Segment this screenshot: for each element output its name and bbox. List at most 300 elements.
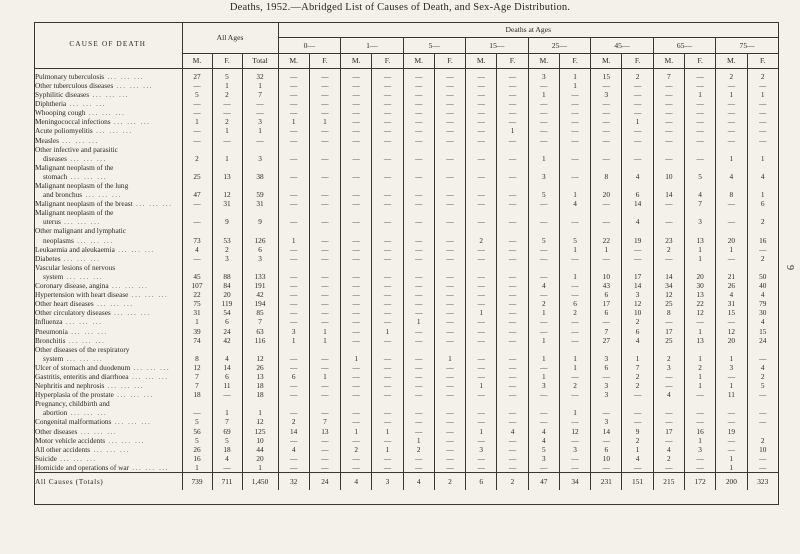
table-cell: — [212, 463, 242, 473]
table-cell: — [653, 81, 684, 90]
table-cell [559, 163, 590, 172]
table-cell: 8 [182, 354, 212, 363]
table-cell: — [403, 272, 434, 281]
table-cell: 14 [212, 363, 242, 372]
table-cell: — [466, 290, 497, 299]
table-cell: — [278, 363, 309, 372]
table-cell: 40 [747, 281, 778, 290]
table-cell: — [182, 199, 212, 208]
table-cell: — [341, 408, 372, 417]
table-cell [497, 163, 528, 172]
table-cell [278, 181, 309, 190]
table-cell: — [403, 81, 434, 90]
table-cell: 20 [591, 190, 622, 199]
table-cell [716, 181, 747, 190]
table-cell: 7 [309, 418, 340, 427]
table-cell [434, 399, 465, 408]
table-row [34, 272, 779, 281]
table-cell [341, 263, 372, 272]
table-row [34, 308, 779, 317]
table-cell: — [278, 381, 309, 390]
table-cell: — [278, 254, 309, 263]
table-cell: 23 [653, 236, 684, 245]
table-cell: 45 [182, 272, 212, 281]
table-row [34, 408, 779, 417]
table-cell: 18 [242, 390, 278, 399]
table-cell: — [309, 308, 340, 317]
totals-cell: 34 [559, 473, 590, 491]
row-label: Congenital malformations ... ... ... [34, 418, 182, 427]
table-cell: — [622, 127, 653, 136]
table-cell: — [309, 199, 340, 208]
table-cell: 4 [497, 427, 528, 436]
table-cell [182, 181, 212, 190]
table-cell: 85 [242, 308, 278, 317]
table-cell: — [466, 154, 497, 163]
all-ages-f-header: F. [212, 54, 242, 69]
table-cell: 69 [212, 427, 242, 436]
table-cell: — [212, 390, 242, 399]
table-cell: — [341, 218, 372, 227]
table-cell: — [372, 127, 403, 136]
table-cell: 2 [747, 254, 778, 263]
table-cell: 1 [466, 427, 497, 436]
table-cell: — [278, 272, 309, 281]
table-row [34, 254, 779, 263]
table-cell: 22 [182, 290, 212, 299]
all-ages-m-header: M. [182, 54, 212, 69]
table-cell [466, 181, 497, 190]
table-cell: — [309, 354, 340, 363]
table-cell: 50 [747, 272, 778, 281]
table-cell: — [559, 99, 590, 108]
table-row [34, 69, 779, 82]
table-cell: 31 [242, 199, 278, 208]
row-label: system ... ... ... [34, 272, 182, 281]
table-cell: — [182, 127, 212, 136]
table-cell: — [497, 463, 528, 473]
table-cell [716, 399, 747, 408]
table-cell: — [341, 81, 372, 90]
table-cell: 1 [684, 381, 715, 390]
table-cell: — [653, 199, 684, 208]
table-cell: 7 [684, 199, 715, 208]
table-cell: — [403, 254, 434, 263]
table-cell: 1 [242, 408, 278, 417]
table-cell: — [372, 372, 403, 381]
table-cell [372, 399, 403, 408]
table-cell [242, 163, 278, 172]
table-cell: 7 [242, 318, 278, 327]
table-cell: — [403, 172, 434, 181]
leader-dots: ... ... ... [66, 153, 107, 163]
row-label: Suicide ... ... ... [34, 454, 182, 463]
table-cell: — [466, 318, 497, 327]
table-cell: 13 [242, 372, 278, 381]
table-cell: 30 [684, 281, 715, 290]
table-cell: — [309, 445, 340, 454]
table-cell: 2 [466, 236, 497, 245]
deaths-table [34, 22, 779, 490]
table-cell [716, 163, 747, 172]
totals-cell: 24 [309, 473, 340, 491]
table-cell: — [309, 190, 340, 199]
table-cell: — [747, 81, 778, 90]
table-cell: — [559, 436, 590, 445]
table-cell: 3 [212, 254, 242, 263]
table-cell: — [528, 117, 559, 126]
table-cell: 3 [591, 381, 622, 390]
table-row [34, 363, 779, 372]
table-cell: — [341, 199, 372, 208]
row-label: Other infective and parasitic [34, 145, 182, 154]
table-cell: 25 [653, 299, 684, 308]
table-cell: — [341, 336, 372, 345]
table-cell: 3 [528, 454, 559, 463]
table-cell: 63 [242, 327, 278, 336]
table-cell: 31 [212, 199, 242, 208]
table-cell [341, 145, 372, 154]
table-cell: — [747, 108, 778, 117]
table-cell [182, 208, 212, 217]
table-cell: — [434, 90, 465, 99]
table-cell: — [278, 454, 309, 463]
table-cell [212, 163, 242, 172]
table-cell [434, 208, 465, 217]
table-cell: 13 [212, 172, 242, 181]
table-cell: — [434, 390, 465, 399]
table-row [34, 117, 779, 126]
table-cell: — [278, 108, 309, 117]
table-cell [622, 399, 653, 408]
table-cell [372, 345, 403, 354]
table-cell: — [591, 127, 622, 136]
table-cell: — [403, 99, 434, 108]
table-cell: — [403, 418, 434, 427]
table-cell: — [716, 418, 747, 427]
table-cell: — [591, 463, 622, 473]
table-cell [341, 399, 372, 408]
table-cell [309, 181, 340, 190]
table-cell [684, 163, 715, 172]
table-cell [278, 145, 309, 154]
table-cell: 20 [716, 336, 747, 345]
table-cell: — [591, 218, 622, 227]
table-cell: — [497, 318, 528, 327]
table-cell: — [403, 327, 434, 336]
table-cell: — [434, 172, 465, 181]
table-cell: — [341, 436, 372, 445]
table-cell: 26 [716, 281, 747, 290]
table-cell: 42 [212, 336, 242, 345]
table-cell: 4 [182, 245, 212, 254]
table-cell: — [309, 218, 340, 227]
table-cell: — [403, 408, 434, 417]
age-m-header: M. [653, 54, 684, 69]
table-cell [716, 227, 747, 236]
totals-cell: 47 [528, 473, 559, 491]
table-cell: 6 [747, 199, 778, 208]
table-cell [747, 181, 778, 190]
table-cell: — [559, 463, 590, 473]
table-cell: 19 [622, 236, 653, 245]
table-cell: — [278, 127, 309, 136]
table-cell [403, 181, 434, 190]
table-cell [403, 345, 434, 354]
table-cell: — [341, 254, 372, 263]
table-cell: — [212, 136, 242, 145]
table-cell: 1 [684, 245, 715, 254]
table-cell: 31 [182, 308, 212, 317]
table-cell: — [403, 90, 434, 99]
row-label: Pregnancy, childbirth and [34, 399, 182, 408]
table-cell: — [434, 272, 465, 281]
table-cell: 4 [528, 281, 559, 290]
table-cell [684, 263, 715, 272]
table-cell [466, 163, 497, 172]
table-cell: — [309, 90, 340, 99]
all-ages-total-header: Total [242, 54, 278, 69]
table-cell: — [278, 308, 309, 317]
table-cell: — [341, 117, 372, 126]
table-cell: — [528, 127, 559, 136]
table-cell: 1 [242, 127, 278, 136]
totals-cell: 6 [466, 473, 497, 491]
table-cell: 12 [684, 308, 715, 317]
table-cell: — [497, 454, 528, 463]
table-cell [182, 399, 212, 408]
table-cell: — [278, 81, 309, 90]
table-cell: 2 [747, 372, 778, 381]
table-cell: — [653, 372, 684, 381]
table-cell [242, 227, 278, 236]
table-cell: — [466, 372, 497, 381]
table-cell: 4 [622, 454, 653, 463]
table-cell: 1 [242, 463, 278, 473]
table-cell: 1 [466, 308, 497, 317]
table-cell: — [372, 136, 403, 145]
table-cell: — [341, 381, 372, 390]
table-cell: — [341, 318, 372, 327]
age-m-header: M. [403, 54, 434, 69]
table-cell: 32 [242, 69, 278, 82]
row-label: Vascular lesions of nervous [34, 263, 182, 272]
table-row [34, 436, 779, 445]
table-cell: 6 [591, 363, 622, 372]
table-cell: 6 [622, 327, 653, 336]
table-cell: — [242, 136, 278, 145]
table-cell: — [622, 408, 653, 417]
table-cell: — [528, 463, 559, 473]
table-cell: — [403, 154, 434, 163]
table-cell: 1 [372, 427, 403, 436]
table-cell: 5 [559, 236, 590, 245]
table-cell: 1 [528, 90, 559, 99]
table-cell: — [434, 199, 465, 208]
table-cell: — [372, 281, 403, 290]
table-cell [278, 208, 309, 217]
table-row [34, 172, 779, 181]
leader-dots: ... ... ... [67, 326, 108, 336]
table-cell: — [466, 436, 497, 445]
table-cell: — [309, 108, 340, 117]
table-cell: 7 [212, 418, 242, 427]
table-cell [622, 145, 653, 154]
table-row [34, 190, 779, 199]
table-cell [622, 345, 653, 354]
table-cell [278, 345, 309, 354]
table-cell: 6 [591, 308, 622, 317]
table-cell: — [591, 136, 622, 145]
leader-dots: ... ... ... [89, 90, 130, 100]
table-cell: 13 [309, 427, 340, 436]
leader-dots: ... ... ... [65, 335, 106, 345]
table-cell: — [309, 127, 340, 136]
table-cell: — [466, 69, 497, 82]
table-cell: — [653, 436, 684, 445]
table-cell: — [182, 108, 212, 117]
age-m-header: M. [341, 54, 372, 69]
table-row [34, 354, 779, 363]
table-cell: 4 [716, 290, 747, 299]
table-cell: — [341, 272, 372, 281]
table-cell: 16 [747, 236, 778, 245]
leader-dots: ... ... ... [128, 290, 169, 300]
table-cell: — [403, 363, 434, 372]
table-cell: — [497, 272, 528, 281]
table-cell: 3 [653, 363, 684, 372]
table-cell: 10 [591, 454, 622, 463]
table-cell: — [653, 108, 684, 117]
table-cell: 12 [212, 190, 242, 199]
table-cell: 3 [622, 290, 653, 299]
table-cell [497, 227, 528, 236]
table-cell: 1 [684, 254, 715, 263]
table-cell [182, 145, 212, 154]
table-cell: 4 [559, 199, 590, 208]
table-cell [684, 145, 715, 154]
table-cell: 31 [716, 299, 747, 308]
table-cell [528, 163, 559, 172]
table-cell: 5 [182, 436, 212, 445]
table-cell: — [434, 136, 465, 145]
table-cell [684, 208, 715, 217]
table-cell: 24 [747, 336, 778, 345]
leader-dots: ... ... ... [67, 172, 108, 181]
table-cell: 10 [591, 272, 622, 281]
table-cell: 4 [747, 172, 778, 181]
table-cell [372, 263, 403, 272]
table-cell: 7 [182, 381, 212, 390]
table-cell: — [278, 218, 309, 227]
table-cell [182, 227, 212, 236]
table-cell: 9 [212, 218, 242, 227]
table-cell: — [466, 81, 497, 90]
table-cell: — [497, 354, 528, 363]
table-cell: — [653, 418, 684, 427]
table-cell: — [653, 90, 684, 99]
totals-cell: 4 [403, 473, 434, 491]
table-cell [372, 181, 403, 190]
table-cell: 6 [591, 445, 622, 454]
table-cell: 34 [653, 281, 684, 290]
table-cell: 1 [528, 336, 559, 345]
table-cell: — [341, 463, 372, 473]
table-cell: 1 [716, 90, 747, 99]
leader-dots: ... ... ... [104, 71, 145, 81]
table-row [34, 154, 779, 163]
table-cell: — [653, 117, 684, 126]
table-cell: 59 [242, 190, 278, 199]
table-cell: — [309, 436, 340, 445]
table-cell [434, 145, 465, 154]
table-cell: 4 [684, 190, 715, 199]
table-cell [622, 208, 653, 217]
table-cell: 20 [716, 236, 747, 245]
table-cell: — [434, 236, 465, 245]
leader-dots: ... ... ... [85, 108, 126, 118]
table-row [34, 427, 779, 436]
table-cell: — [309, 363, 340, 372]
table-cell: — [372, 108, 403, 117]
table-cell: — [341, 172, 372, 181]
table-cell: — [434, 427, 465, 436]
table-cell: 2 [684, 363, 715, 372]
table-cell [497, 208, 528, 217]
table-cell [242, 263, 278, 272]
table-cell: 14 [653, 272, 684, 281]
table-cell: 2 [622, 69, 653, 82]
table-cell: 3 [242, 154, 278, 163]
table-cell: — [466, 245, 497, 254]
age-group-header: 5— [403, 38, 466, 54]
table-cell: — [528, 81, 559, 90]
table-cell: — [403, 354, 434, 363]
row-label: Diphtheria ... ... ... [34, 99, 182, 108]
table-cell [747, 208, 778, 217]
table-row [34, 290, 779, 299]
table-cell: 30 [747, 308, 778, 317]
table-cell: 1 [559, 408, 590, 417]
table-cell: — [622, 254, 653, 263]
table-cell: — [497, 308, 528, 317]
table-cell: — [403, 454, 434, 463]
table-cell: — [278, 408, 309, 417]
cause-header: CAUSE OF DEATH [34, 22, 182, 69]
table-cell: 10 [622, 308, 653, 317]
age-group-header: 65— [653, 38, 716, 54]
table-cell: — [559, 117, 590, 126]
totals-cell: 4 [341, 473, 372, 491]
table-cell: — [466, 136, 497, 145]
table-cell: — [559, 336, 590, 345]
totals-cell: 231 [591, 473, 622, 491]
table-cell [242, 345, 278, 354]
table-cell [434, 263, 465, 272]
table-cell: 1 [528, 354, 559, 363]
totals-cell: 2 [497, 473, 528, 491]
table-cell: — [372, 245, 403, 254]
table-cell: — [434, 418, 465, 427]
table-cell: 15 [591, 69, 622, 82]
table-cell: 16 [684, 427, 715, 436]
table-cell: 21 [716, 272, 747, 281]
table-cell: — [497, 245, 528, 254]
table-cell [403, 263, 434, 272]
table-cell: — [278, 199, 309, 208]
table-cell: — [497, 99, 528, 108]
table-row [34, 390, 779, 399]
